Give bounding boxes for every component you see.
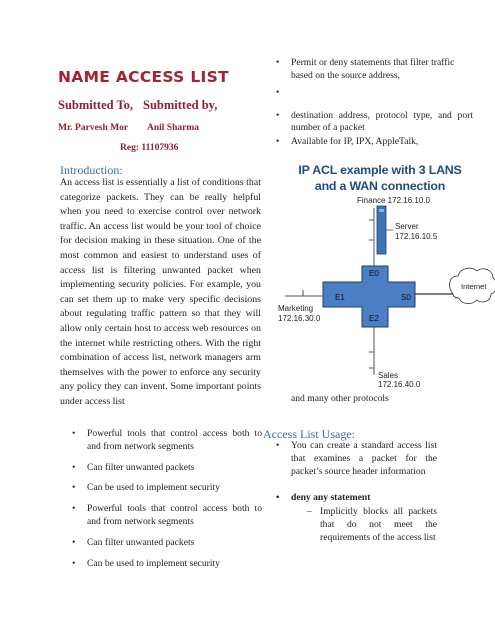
- submitted-to-name: Mr. Parvesh Mor: [58, 123, 129, 133]
- bullet-icon: •: [72, 482, 76, 494]
- list-item: • Powerful tools that control access both to and from network segments: [72, 428, 262, 452]
- list-item: • Can be used to implement security: [72, 482, 220, 494]
- list-item: • Permit or deny statements that filter traffic based on the source address,: [276, 57, 455, 81]
- list-item: • Available for IP, IPX, AppleTalk,: [276, 136, 419, 148]
- list-item: • destination address, protocol type, and port number of a packet: [276, 109, 473, 134]
- usage-heading: Access List Usage:: [263, 427, 355, 441]
- bullet-icon: •: [276, 57, 280, 68]
- router-port-s0: S0: [401, 293, 411, 302]
- list-item: • deny any statement: [276, 492, 371, 504]
- router-port-e2: E2: [369, 314, 379, 323]
- network-diagram: [265, 190, 495, 390]
- list-item: • You can create a standard access list that examines a packet for the packet’s source header information: [276, 440, 437, 477]
- bullet-icon: •: [72, 557, 76, 569]
- server-label: Server: [395, 222, 419, 231]
- submitted-to-label: Submitted To,: [58, 98, 134, 112]
- right-bullet-list: [276, 57, 473, 149]
- marketing-label: Marketing: [278, 304, 314, 313]
- server-icon: [377, 206, 386, 254]
- marketing-ip: 172.16.30.0: [278, 314, 321, 323]
- document-title: NAME ACCESS LIST: [58, 68, 229, 86]
- router-port-e1: E1: [335, 293, 345, 302]
- submitted-by-label: Submitted by,: [143, 98, 218, 112]
- registration-number: Reg: 11107936: [120, 143, 179, 153]
- usage-list: [276, 440, 437, 505]
- left-bullet-list: [72, 428, 262, 570]
- bullet-icon: •: [72, 503, 76, 515]
- introduction-heading: Introduction:: [60, 163, 123, 177]
- bullet-icon: •: [276, 109, 280, 121]
- router-port-e0: E0: [369, 269, 379, 278]
- list-item: • Can be used to implement security: [72, 557, 220, 569]
- bullet-icon: •: [276, 86, 280, 98]
- finance-label: Finance 172.16.10.0: [357, 196, 430, 205]
- bullet-icon: •: [72, 461, 76, 473]
- server-slot-icon: [379, 209, 384, 212]
- diagram-title: IP ACL example with 3 LANS and a WAN connection: [298, 163, 462, 193]
- server-ip: 172.16.10.5: [395, 232, 438, 241]
- other-protocols-text: and many other protocols: [291, 393, 389, 404]
- list-item: • Can filter unwanted packets: [72, 461, 195, 473]
- implicit-deny-text: Implicitly blocks all packets that do not meet the requirements of the access list: [320, 506, 437, 543]
- bullet-icon: •: [276, 492, 280, 504]
- bullet-icon: •: [276, 440, 280, 451]
- dash-icon: –: [307, 506, 312, 517]
- introduction-paragraph: An access list is essentially a list of conditions that categorize packets. They can be really helpful when you need to exercise control over network traffic. An access list would be your tool of choice for decision making in these situation. One of the most common and easiest to understand uses of access list is filtering unwanted packet when implementing security policies. For example, you can set them up to make very specific decisions about regulating traffic pattern so that they will allow only certain host to access web resources on the internet while restricting others. With the right combination of access list, network managers arm themselves with the power to enforce any security any policy they can invent. Some important points under access list: [60, 177, 261, 407]
- sales-ip: 172.16.40.0: [378, 380, 421, 389]
- bullet-icon: •: [72, 536, 76, 548]
- list-item: [276, 86, 473, 100]
- sales-label: Sales: [378, 371, 399, 380]
- submitted-by-name: Anil Sharma: [147, 123, 199, 133]
- list-item: • Powerful tools that control access both to and from network segments: [72, 503, 262, 527]
- bullet-icon: •: [276, 136, 280, 148]
- list-item: • Can filter unwanted packets: [72, 536, 195, 548]
- internet-label: Internet: [461, 282, 487, 291]
- bullet-icon: •: [72, 428, 76, 439]
